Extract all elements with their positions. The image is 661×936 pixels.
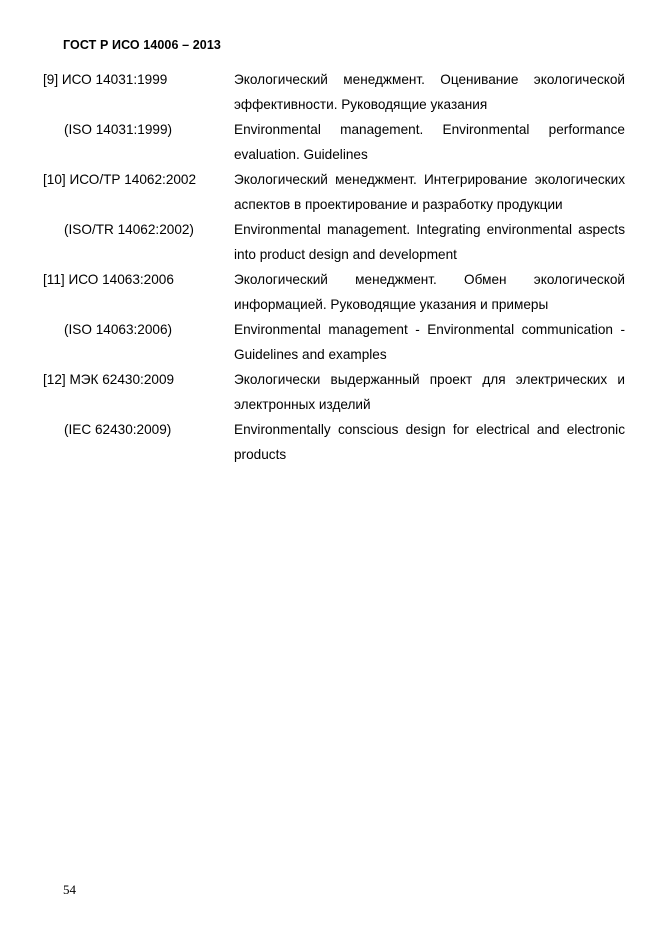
reference-entry [43,67,625,117]
reference-entry [43,167,625,217]
reference-title: Экологический менеджмент. Интегрирование экологических аспектов в проектирование и разработку продукции [234,172,625,212]
document-header: ГОСТ Р ИСО 14006 – 2013 [63,38,221,52]
bibliography-list [43,67,625,467]
reference-translation-title: Environmental management. Integrating environmental aspects into product design and development [234,222,625,262]
reference-translation-label: (IEC 62430:2009) [64,422,172,437]
reference-entry [43,367,625,417]
reference-label: [10] ИСО/ТР 14062:2002 [43,172,197,187]
reference-title: Экологический менеджмент. Обмен экологической информацией. Руководящие указания и примеры [234,272,625,312]
reference-translation-label: (ISO/TR 14062:2002) [64,222,194,237]
reference-title: Экологический менеджмент. Оценивание экологической эффективности. Руководящие указания [234,72,625,112]
reference-label: [9] ИСО 14031:1999 [43,72,168,87]
reference-label: [12] МЭК 62430:2009 [43,372,175,387]
reference-translation-label: (ISO 14063:2006) [64,322,173,337]
reference-translation-title: Environmental management - Environmental communication - Guidelines and examples [234,322,625,362]
reference-translation [43,217,625,267]
reference-translation-title: Environmental management. Environmental performance evaluation. Guidelines [234,122,625,162]
reference-translation-label: (ISO 14031:1999) [64,122,173,137]
reference-translation [43,417,625,467]
page-number: 54 [63,882,76,897]
reference-translation [43,117,625,167]
reference-translation [43,317,625,367]
reference-translation-title: Environmentally conscious design for electrical and electronic products [234,422,625,462]
reference-label: [11] ИСО 14063:2006 [43,272,174,287]
reference-title: Экологически выдержанный проект для электрических и электронных изделий [234,372,625,412]
reference-entry [43,267,625,317]
